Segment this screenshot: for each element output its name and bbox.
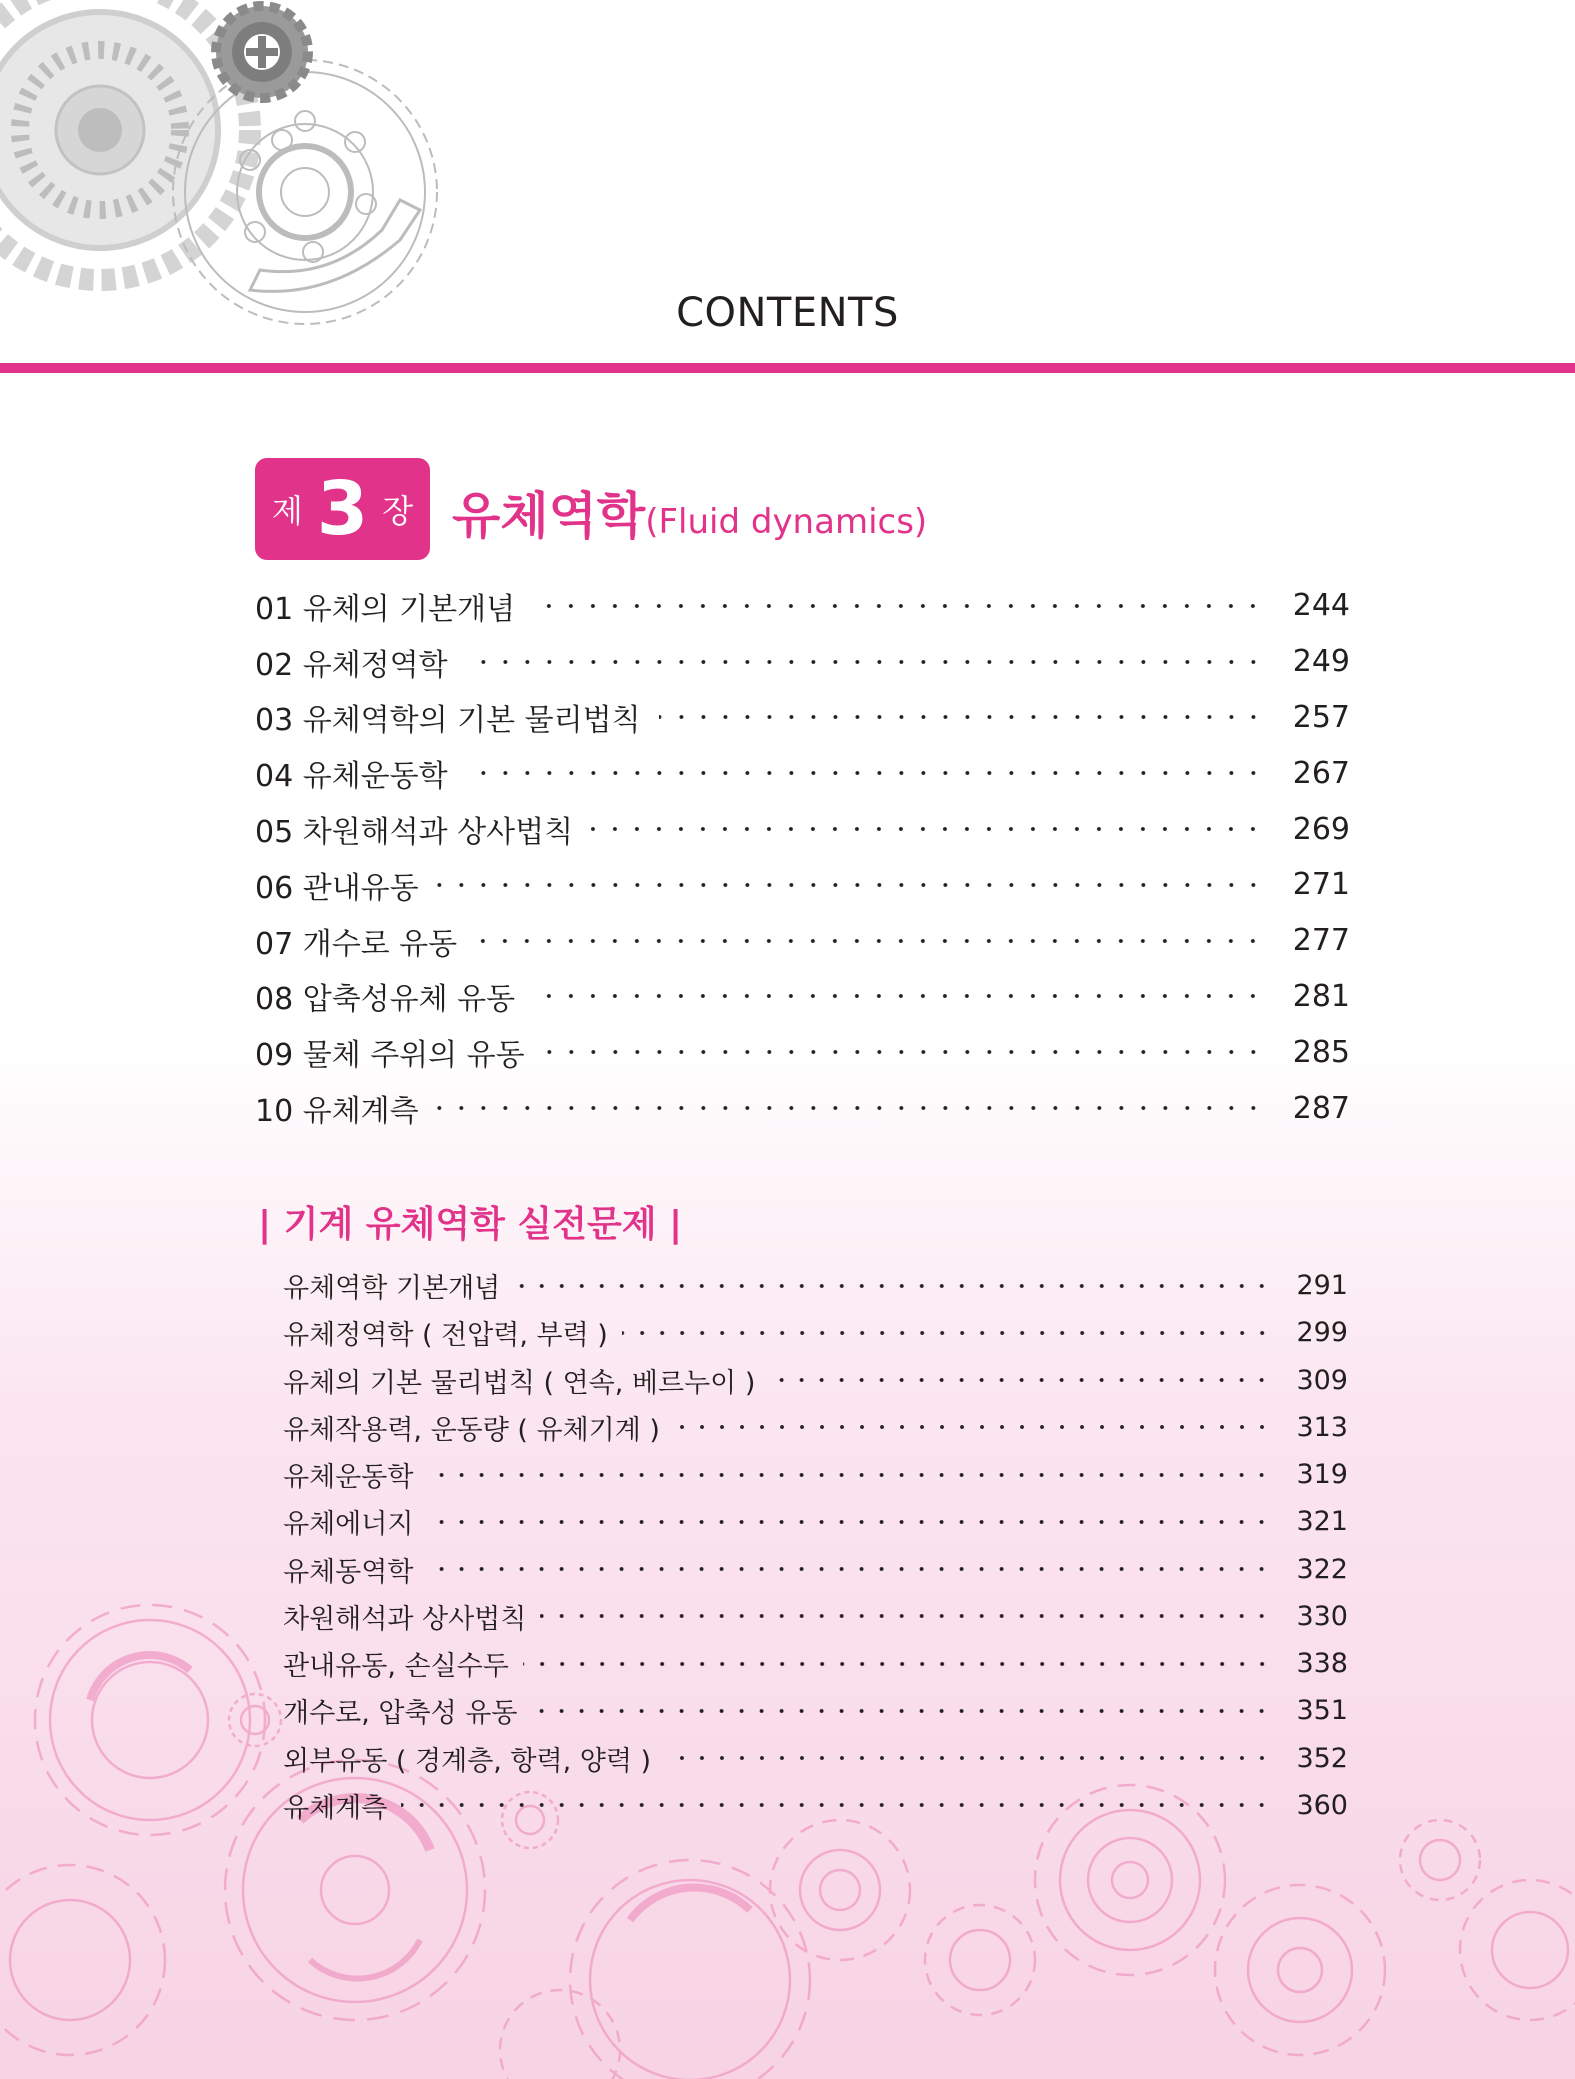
gear-illustration [0, 0, 450, 330]
toc-entry-label: 08 압축성유체 유동 [255, 982, 516, 1018]
practice-contents [283, 1262, 1348, 1829]
practice-entry[interactable] [283, 1593, 1348, 1640]
practice-entry-page: 330 [1296, 1600, 1348, 1632]
dot-leader [427, 1566, 1272, 1572]
practice-entry-label: 유체역학 기본개념 [283, 1273, 501, 1305]
toc-entry-label: 03 유체역학의 기본 물리법칙 [255, 703, 641, 739]
practice-entry-page: 299 [1296, 1317, 1348, 1349]
practice-entry-label: 관내유동, 손실수두 [283, 1651, 509, 1683]
toc-entry-page: 271 [1292, 867, 1350, 903]
toc-entry-label: 06 관내유동 [255, 870, 419, 906]
practice-entry-page: 338 [1296, 1648, 1348, 1680]
toc-entry[interactable] [255, 913, 1350, 969]
practice-entry-page: 309 [1296, 1364, 1348, 1396]
dot-leader [531, 1708, 1272, 1714]
chapter-badge-prefix: 제 [271, 492, 303, 530]
practice-entry-page: 352 [1296, 1742, 1348, 1774]
practice-entry-label: 외부유동 ( 경계층, 항력, 양력 ) [283, 1745, 652, 1777]
toc-entry-page: 244 [1292, 588, 1350, 624]
dot-leader [401, 1802, 1272, 1808]
practice-entry-page: 351 [1296, 1695, 1348, 1727]
dot-leader [437, 1105, 1264, 1111]
chapter-badge [255, 458, 430, 560]
toc-entry-label: 02 유체정역학 [255, 647, 448, 683]
dot-leader [674, 1424, 1272, 1430]
toc-entry[interactable] [255, 634, 1350, 690]
practice-entry[interactable] [283, 1546, 1348, 1593]
practice-entry-label: 유체에너지 [283, 1509, 414, 1541]
practice-entry-label: 유체의 기본 물리법칙 ( 연속, 베르누이 ) [283, 1367, 756, 1399]
practice-section-heading: | 기계 유체역학 실전문제 | [258, 1204, 683, 1245]
header-divider [0, 363, 1575, 373]
toc-entry[interactable] [255, 578, 1350, 634]
toc-entry[interactable] [255, 690, 1350, 746]
toc-entry-label: 07 개수로 유동 [255, 926, 458, 962]
toc-entry[interactable] [255, 969, 1350, 1025]
practice-entry-page: 313 [1296, 1411, 1348, 1443]
practice-entry-page: 360 [1296, 1789, 1348, 1821]
dot-leader [622, 1330, 1272, 1336]
chapter-title-english: (Fluid dynamics) [645, 502, 928, 542]
practice-entry[interactable] [283, 1498, 1348, 1545]
table-of-contents [255, 578, 1350, 1136]
practice-entry-label: 유체작용력, 운동량 ( 유체기계 ) [283, 1414, 660, 1446]
toc-entry-label: 04 유체운동학 [255, 759, 448, 795]
chapter-number: 3 [316, 466, 369, 552]
practice-entry-label: 개수로, 압축성 유동 [283, 1698, 518, 1730]
dot-leader [427, 1472, 1272, 1478]
dot-leader [533, 603, 1264, 609]
practice-entry[interactable] [283, 1687, 1348, 1734]
practice-entry[interactable] [283, 1262, 1348, 1309]
practice-entry-page: 291 [1296, 1270, 1348, 1302]
practice-entry-page: 319 [1296, 1459, 1348, 1491]
toc-entry-page: 267 [1292, 755, 1350, 791]
toc-entry-label: 09 물체 주위의 유동 [255, 1038, 525, 1074]
dot-leader [475, 938, 1264, 944]
dot-leader [591, 826, 1264, 832]
dot-leader [659, 714, 1264, 720]
toc-entry-page: 281 [1292, 978, 1350, 1014]
practice-entry-label: 유체동역학 [283, 1556, 414, 1588]
dot-leader [543, 1049, 1264, 1055]
dot-leader [466, 659, 1264, 665]
dot-leader [540, 1613, 1272, 1619]
dot-leader [514, 1283, 1272, 1289]
toc-entry-page: 269 [1292, 811, 1350, 847]
practice-entry-page: 321 [1296, 1506, 1348, 1538]
practice-entry[interactable] [283, 1640, 1348, 1687]
practice-entry[interactable] [283, 1451, 1348, 1498]
dot-leader [769, 1377, 1272, 1383]
toc-entry-label: 01 유체의 기본개념 [255, 591, 516, 627]
chapter-title [452, 476, 927, 548]
practice-entry-page: 322 [1296, 1553, 1348, 1585]
page-title: CONTENTS [676, 290, 899, 336]
dot-leader [437, 882, 1264, 888]
practice-entry-label: 유체운동학 [283, 1462, 414, 1494]
dot-leader [523, 1661, 1272, 1667]
chapter-title-korean: 유체역학 [452, 487, 646, 545]
practice-entry[interactable] [283, 1404, 1348, 1451]
toc-entry-page: 277 [1292, 923, 1350, 959]
toc-entry[interactable] [255, 1024, 1350, 1080]
toc-entry[interactable] [255, 745, 1350, 801]
chapter-badge-suffix: 장 [382, 492, 414, 530]
toc-entry[interactable] [255, 801, 1350, 857]
dot-leader [466, 770, 1264, 776]
toc-entry-page: 285 [1292, 1034, 1350, 1070]
practice-entry-label: 유체계측 [283, 1792, 388, 1824]
practice-entry[interactable] [283, 1309, 1348, 1356]
practice-entry[interactable] [283, 1357, 1348, 1404]
toc-entry[interactable] [255, 1080, 1350, 1136]
practice-entry-label: 유체정역학 ( 전압력, 부력 ) [283, 1320, 608, 1352]
practice-entry[interactable] [283, 1735, 1348, 1782]
dot-leader [533, 993, 1264, 999]
toc-entry-page: 287 [1292, 1090, 1350, 1126]
toc-entry[interactable] [255, 857, 1350, 913]
toc-entry-page: 257 [1292, 699, 1350, 735]
toc-entry-page: 249 [1292, 644, 1350, 680]
practice-entry-label: 차원해석과 상사법칙 [283, 1603, 527, 1635]
dot-leader [427, 1519, 1272, 1525]
dot-leader [665, 1755, 1272, 1761]
practice-entry[interactable] [283, 1782, 1348, 1829]
toc-entry-label: 10 유체계측 [255, 1094, 419, 1130]
toc-entry-label: 05 차원해석과 상사법칙 [255, 815, 574, 851]
